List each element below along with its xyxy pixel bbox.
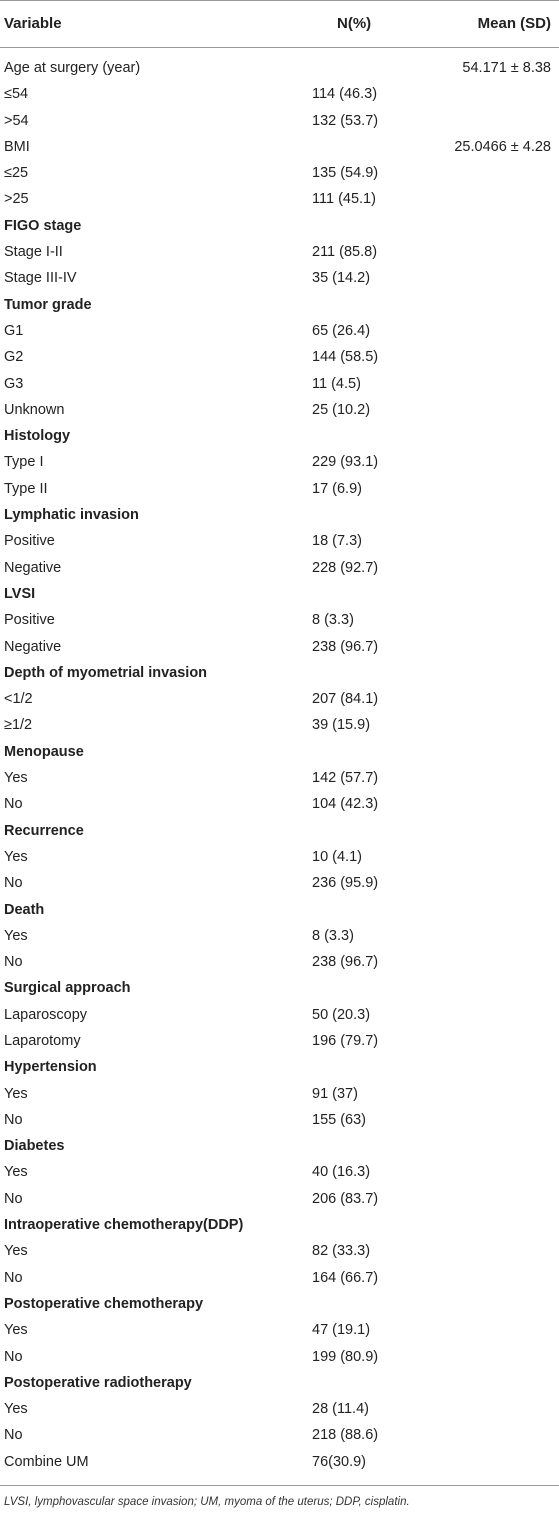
- cell-mean-sd: 54.171 ± 8.38: [462, 60, 551, 76]
- table-bottom-rule: [0, 1485, 559, 1486]
- section-row: [0, 898, 559, 924]
- section-row: [0, 1213, 559, 1239]
- cell-n-percent: 35 (14.2): [312, 270, 371, 287]
- cell-variable: Yes: [4, 1322, 28, 1339]
- cell-variable: Age at surgery (year): [4, 60, 141, 76]
- cell-variable: ≥1/2: [4, 717, 33, 734]
- cell-variable: FIGO stage: [4, 217, 82, 234]
- cell-n-percent: 142 (57.7): [312, 770, 379, 787]
- table-row: [0, 135, 559, 161]
- table-row: [0, 109, 559, 135]
- cell-variable: No: [4, 796, 23, 813]
- cell-variable: Recurrence: [4, 822, 84, 839]
- table-row: [0, 871, 559, 897]
- cell-variable: No: [4, 1269, 23, 1286]
- table-row: [0, 240, 559, 266]
- table-header: [0, 0, 559, 48]
- table-row: [0, 372, 559, 398]
- cell-variable: >25: [4, 191, 29, 208]
- cell-variable: Yes: [4, 770, 28, 787]
- cell-mean-sd: 25.0466 ± 4.28: [454, 138, 551, 155]
- cell-variable: Menopause: [4, 743, 84, 760]
- cell-n-percent: 114 (46.3): [312, 86, 378, 103]
- table-row: [0, 1239, 559, 1265]
- cell-variable: Histology: [4, 428, 71, 445]
- cell-variable: Death: [4, 901, 45, 918]
- cell-n-percent: 18 (7.3): [312, 533, 362, 550]
- cell-variable: No: [4, 1348, 23, 1365]
- cell-n-percent: 135 (54.9): [312, 165, 379, 182]
- cell-n-percent: 218 (88.6): [312, 1427, 379, 1444]
- table-row: [0, 1423, 559, 1449]
- cell-n-percent: 40 (16.3): [312, 1164, 371, 1181]
- cell-n-percent: 10 (4.1): [312, 848, 362, 865]
- table-row: [0, 1397, 559, 1423]
- section-row: [0, 1292, 559, 1318]
- section-row: [0, 661, 559, 687]
- cell-n-percent: 199 (80.9): [312, 1348, 379, 1365]
- table-row: [0, 766, 559, 792]
- table-row: [0, 450, 559, 476]
- cell-n-percent: 229 (93.1): [312, 454, 379, 471]
- table-row: [0, 319, 559, 345]
- cell-n-percent: 104 (42.3): [312, 796, 379, 813]
- table-row: [0, 687, 559, 713]
- cell-variable: Unknown: [4, 401, 65, 418]
- table-row: [0, 187, 559, 213]
- cell-n-percent: 144 (58.5): [312, 349, 379, 366]
- cell-n-percent: 155 (63): [312, 1111, 367, 1128]
- cell-variable: Negative: [4, 638, 62, 655]
- cell-n-percent: 25 (10.2): [312, 401, 371, 418]
- cell-variable: Surgical approach: [4, 980, 131, 997]
- table-row: [0, 1029, 559, 1055]
- table-row: [0, 1108, 559, 1134]
- cell-n-percent: 111 (45.1): [312, 191, 376, 208]
- cell-variable: Tumor grade: [4, 296, 92, 313]
- cell-variable: LVSI: [4, 585, 36, 602]
- section-row: [0, 503, 559, 529]
- table-row: [0, 345, 559, 371]
- cell-n-percent: 8 (3.3): [312, 927, 354, 944]
- cell-n-percent: 207 (84.1): [312, 691, 379, 708]
- table-row: [0, 1003, 559, 1029]
- table-row: [0, 477, 559, 503]
- table-row: [0, 1345, 559, 1371]
- cell-variable: Yes: [4, 1085, 28, 1102]
- section-row: [0, 1134, 559, 1160]
- header-variable: Variable: [4, 15, 62, 32]
- cell-variable: Yes: [4, 927, 28, 944]
- section-row: [0, 1055, 559, 1081]
- cell-n-percent: 17 (6.9): [312, 480, 362, 497]
- header-mean-sd: Mean (SD): [477, 15, 551, 32]
- table-row: [0, 924, 559, 950]
- section-row: [0, 740, 559, 766]
- header-n-percent: N(%): [337, 15, 372, 32]
- cell-n-percent: 65 (26.4): [312, 322, 371, 339]
- table-row: [0, 608, 559, 634]
- cell-variable: G3: [4, 375, 24, 392]
- table-row: [0, 56, 559, 82]
- table-row: [0, 792, 559, 818]
- cell-n-percent: 11 (4.5): [312, 375, 361, 392]
- cell-variable: Yes: [4, 1164, 28, 1181]
- section-row: [0, 976, 559, 1002]
- cell-variable: Intraoperative chemotherapy(DDP): [4, 1217, 244, 1234]
- table-row: [0, 161, 559, 187]
- cell-variable: Hypertension: [4, 1059, 97, 1076]
- cell-variable: Type II: [4, 480, 48, 497]
- cell-n-percent: 228 (92.7): [312, 559, 379, 576]
- cell-variable: Laparotomy: [4, 1032, 81, 1049]
- cell-variable: Type I: [4, 454, 44, 471]
- cell-variable: Laparoscopy: [4, 1006, 88, 1023]
- table-row: [0, 398, 559, 424]
- table-footnote: LVSI, lymphovascular space invasion; UM, myoma of the uterus; DDP, cisplatin.: [4, 1496, 410, 1508]
- cell-variable: No: [4, 875, 23, 892]
- cell-variable: Lymphatic invasion: [4, 507, 139, 524]
- cell-n-percent: 91 (37): [312, 1085, 358, 1102]
- table-row: [0, 1187, 559, 1213]
- table-row: [0, 556, 559, 582]
- table-row: [0, 845, 559, 871]
- table-row: [0, 266, 559, 292]
- cell-n-percent: 132 (53.7): [312, 112, 379, 129]
- table-row: [0, 1266, 559, 1292]
- cell-variable: ≤25: [4, 165, 29, 182]
- cell-variable: Combine UM: [4, 1453, 89, 1470]
- table-row: [0, 635, 559, 661]
- cell-n-percent: 47 (19.1): [312, 1322, 371, 1339]
- cell-variable: Negative: [4, 559, 62, 576]
- cell-n-percent: 82 (33.3): [312, 1243, 371, 1260]
- table-row: [0, 1318, 559, 1344]
- cell-variable: No: [4, 954, 23, 971]
- cell-variable: >54: [4, 112, 29, 129]
- table-row: [0, 82, 559, 108]
- section-row: [0, 1371, 559, 1397]
- table-row: [0, 713, 559, 739]
- cell-n-percent: 196 (79.7): [312, 1032, 379, 1049]
- cell-variable: G1: [4, 322, 24, 339]
- cell-variable: Yes: [4, 1401, 28, 1418]
- cell-variable: Yes: [4, 1243, 28, 1260]
- cell-variable: G2: [4, 349, 24, 366]
- table-row: [0, 1082, 559, 1108]
- cell-variable: No: [4, 1427, 23, 1444]
- table-row: [0, 1450, 559, 1476]
- cell-variable: Postoperative chemotherapy: [4, 1295, 204, 1312]
- section-row: [0, 819, 559, 845]
- cell-variable: BMI: [4, 138, 30, 155]
- cell-variable: Postoperative radiotherapy: [4, 1374, 192, 1391]
- section-row: [0, 582, 559, 608]
- cell-variable: Depth of myometrial invasion: [4, 664, 208, 681]
- cell-variable: No: [4, 1111, 23, 1128]
- cell-n-percent: 76(30.9): [312, 1453, 367, 1470]
- cell-variable: Positive: [4, 612, 55, 629]
- cell-n-percent: 8 (3.3): [312, 612, 354, 629]
- table-row: [0, 1160, 559, 1186]
- cell-variable: Positive: [4, 533, 55, 550]
- section-row: [0, 424, 559, 450]
- cell-n-percent: 238 (96.7): [312, 954, 379, 971]
- cell-variable: Yes: [4, 848, 28, 865]
- table-body: [0, 56, 559, 1476]
- section-row: [0, 214, 559, 240]
- cell-n-percent: 211 (85.8): [312, 244, 378, 261]
- section-row: [0, 293, 559, 319]
- cell-n-percent: 236 (95.9): [312, 875, 379, 892]
- cell-variable: Stage III-IV: [4, 270, 77, 287]
- cell-variable: <1/2: [4, 691, 33, 708]
- cell-variable: Diabetes: [4, 1138, 65, 1155]
- cell-n-percent: 28 (11.4): [312, 1401, 369, 1418]
- cell-n-percent: 206 (83.7): [312, 1190, 379, 1207]
- cell-n-percent: 164 (66.7): [312, 1269, 379, 1286]
- table-row: [0, 529, 559, 555]
- cell-variable: Stage I-II: [4, 244, 63, 261]
- table-row: [0, 950, 559, 976]
- cell-n-percent: 238 (96.7): [312, 638, 379, 655]
- cell-variable: No: [4, 1190, 23, 1207]
- cell-variable: ≤54: [4, 86, 29, 103]
- cell-n-percent: 39 (15.9): [312, 717, 371, 734]
- cell-n-percent: 50 (20.3): [312, 1006, 371, 1023]
